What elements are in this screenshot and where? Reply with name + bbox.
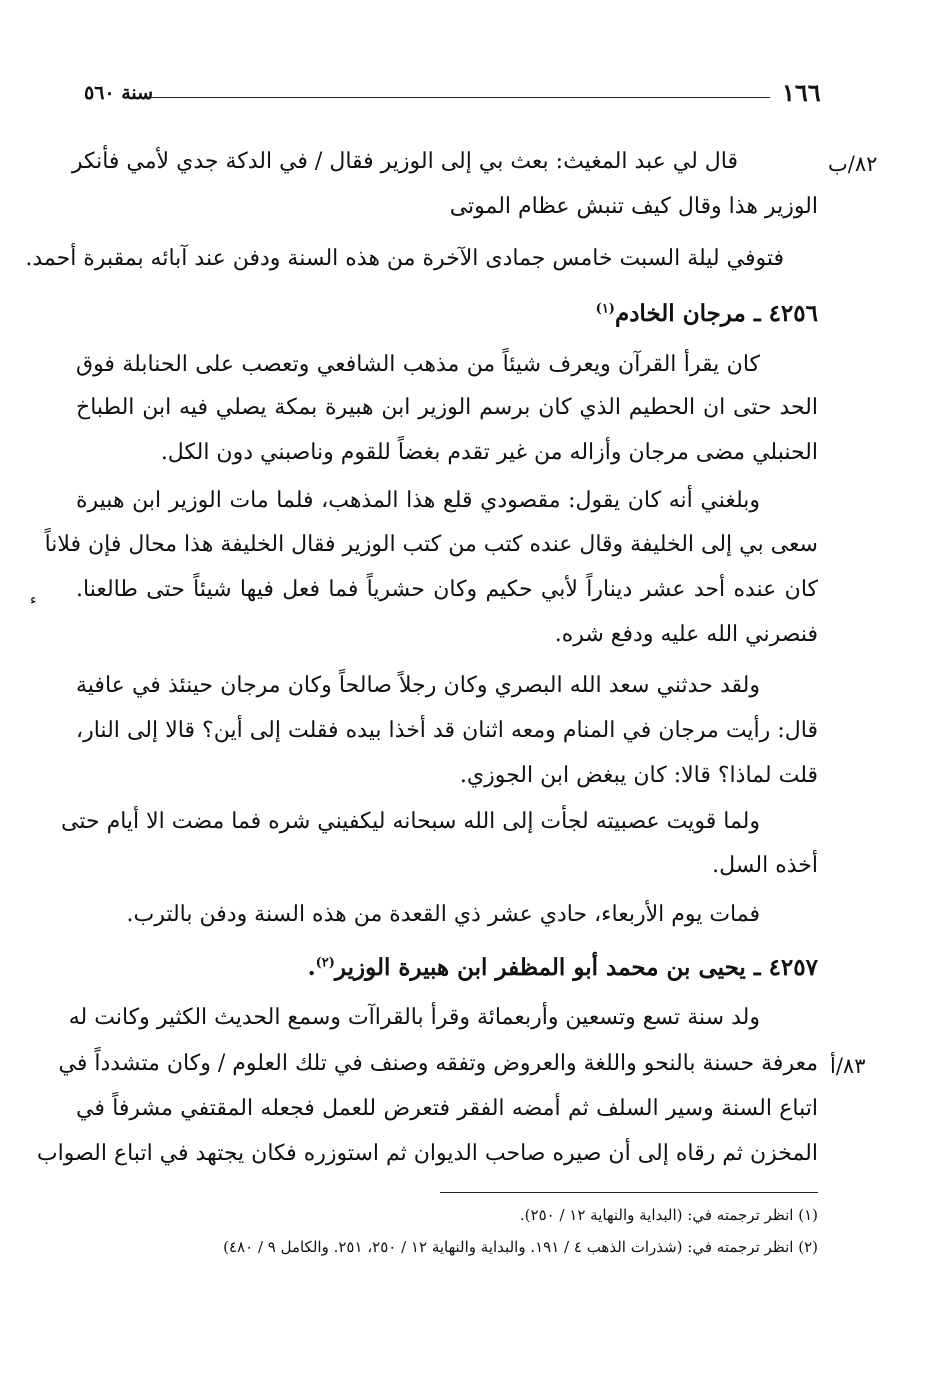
body-line: فتوفي ليلة السبت خامس جمادى الآخرة من هذه السنة ودفن عند آبائه بمقبرة أحمد. [25, 246, 784, 271]
footnote: (١) انظر ترجمته في: (البداية والنهاية ١٢ / ٢٥٠). [519, 1206, 818, 1224]
footnote: (٢) انظر ترجمته في: (شذرات الذهب ٤ / ١٩١. والبداية والنهاية ١٢ / ٢٥٠، ٢٥١. والكامل ٩ / ٤٨٠) [223, 1238, 818, 1256]
running-header-year: سنة ٥٦٠ [84, 82, 154, 104]
body-line: المخزن ثم رقاه إلى أن صيره صاحب الديوان ثم استوزره فكان يجتهد في اتباع الصواب [36, 1141, 818, 1166]
header-rule [150, 97, 770, 98]
body-line: ولما قويت عصبيته لجأت إلى الله سبحانه ليكفيني شره فما مضت الا أيام حتى [61, 809, 760, 834]
body-line: سعى بي إلى الخليفة وقال عنده كتب من كتب الوزير فقال الخليفة هذا محال فإن فلاناً [44, 532, 818, 557]
footnote-rule [440, 1192, 818, 1193]
margin-folio-note: ٨٣/أ [830, 1054, 866, 1078]
heading-period: . [307, 954, 316, 981]
entry-heading [307, 954, 818, 981]
footnote-ref: (٢) [315, 955, 335, 971]
body-line: معرفة حسنة بالنحو واللغة والعروض وتفقه وصنف في تلك العلوم / وكان متشدداً في [58, 1051, 818, 1076]
body-line: الحنبلي مضى مرجان وأزاله من غير تقدم بغضاً للقوم وناصبني دون الكل. [160, 440, 818, 465]
body-line: قلت لماذا؟ قالا: كان يبغض ابن الجوزي. [459, 763, 818, 788]
body-line: كان عنده أحد عشر ديناراً لأبي حكيم وكان حشرياً فما فعل فيها شيئاً حتى طالعنا. [76, 577, 818, 602]
margin-folio-note: ٨٢/ب [828, 152, 878, 176]
body-line: قال لي عبد المغيث: بعث بي إلى الوزير فقال / في الدكة جدي لأمي فأنكر [71, 149, 738, 174]
body-line: قال: رأيت مرجان في المنام ومعه اثنان قد أخذا بيده فقلت إلى أين؟ قالا إلى النار، [76, 718, 818, 743]
body-line: وبلغني أنه كان يقول: مقصودي قلع هذا المذهب، فلما مات الوزير ابن هبيرة [76, 488, 760, 513]
body-line: فمات يوم الأربعاء، حادي عشر ذي القعدة من هذه السنة ودفن بالترب. [126, 902, 760, 927]
body-line: أخذه السل. [712, 853, 818, 878]
entry-heading-text: ٤٢٥٧ ـ يحيى بن محمد أبو المظفر ابن هبيرة الوزير [334, 954, 818, 981]
body-line: ولد سنة تسع وتسعين وأربعمائة وقرأ بالقراآت وسمع الحديث الكثير وكانت له [68, 1005, 760, 1030]
body-line: الحد حتى ان الحطيم الذي كان برسم الوزير ابن هبيرة بمكة يصلي فيه ابن الطباخ [76, 395, 818, 420]
entry-heading-text: ٤٢٥٦ ـ مرجان الخادم [614, 300, 818, 327]
stray-mark: ء [30, 592, 37, 608]
body-line: فنصرني الله عليه ودفع شره. [554, 622, 818, 647]
entry-heading [430, 301, 818, 326]
body-line: اتباع السنة وسير السلف ثم أمضه الفقر فتعرض للعمل فجعله المقتفي مشرفاً في [76, 1096, 818, 1121]
page-number: ١٦٦ [782, 78, 821, 107]
body-line: الوزير هذا وقال كيف تنبش عظام الموتى [449, 194, 818, 219]
body-line: ولقد حدثني سعد الله البصري وكان رجلاً صالحاً وكان مرجان حينئذ في عافية [76, 673, 760, 698]
body-line: كان يقرأ القرآن ويعرف شيئاً من مذهب الشافعي وتعصب على الحنابلة فوق [76, 352, 760, 377]
footnote-ref: (١) [595, 301, 615, 317]
